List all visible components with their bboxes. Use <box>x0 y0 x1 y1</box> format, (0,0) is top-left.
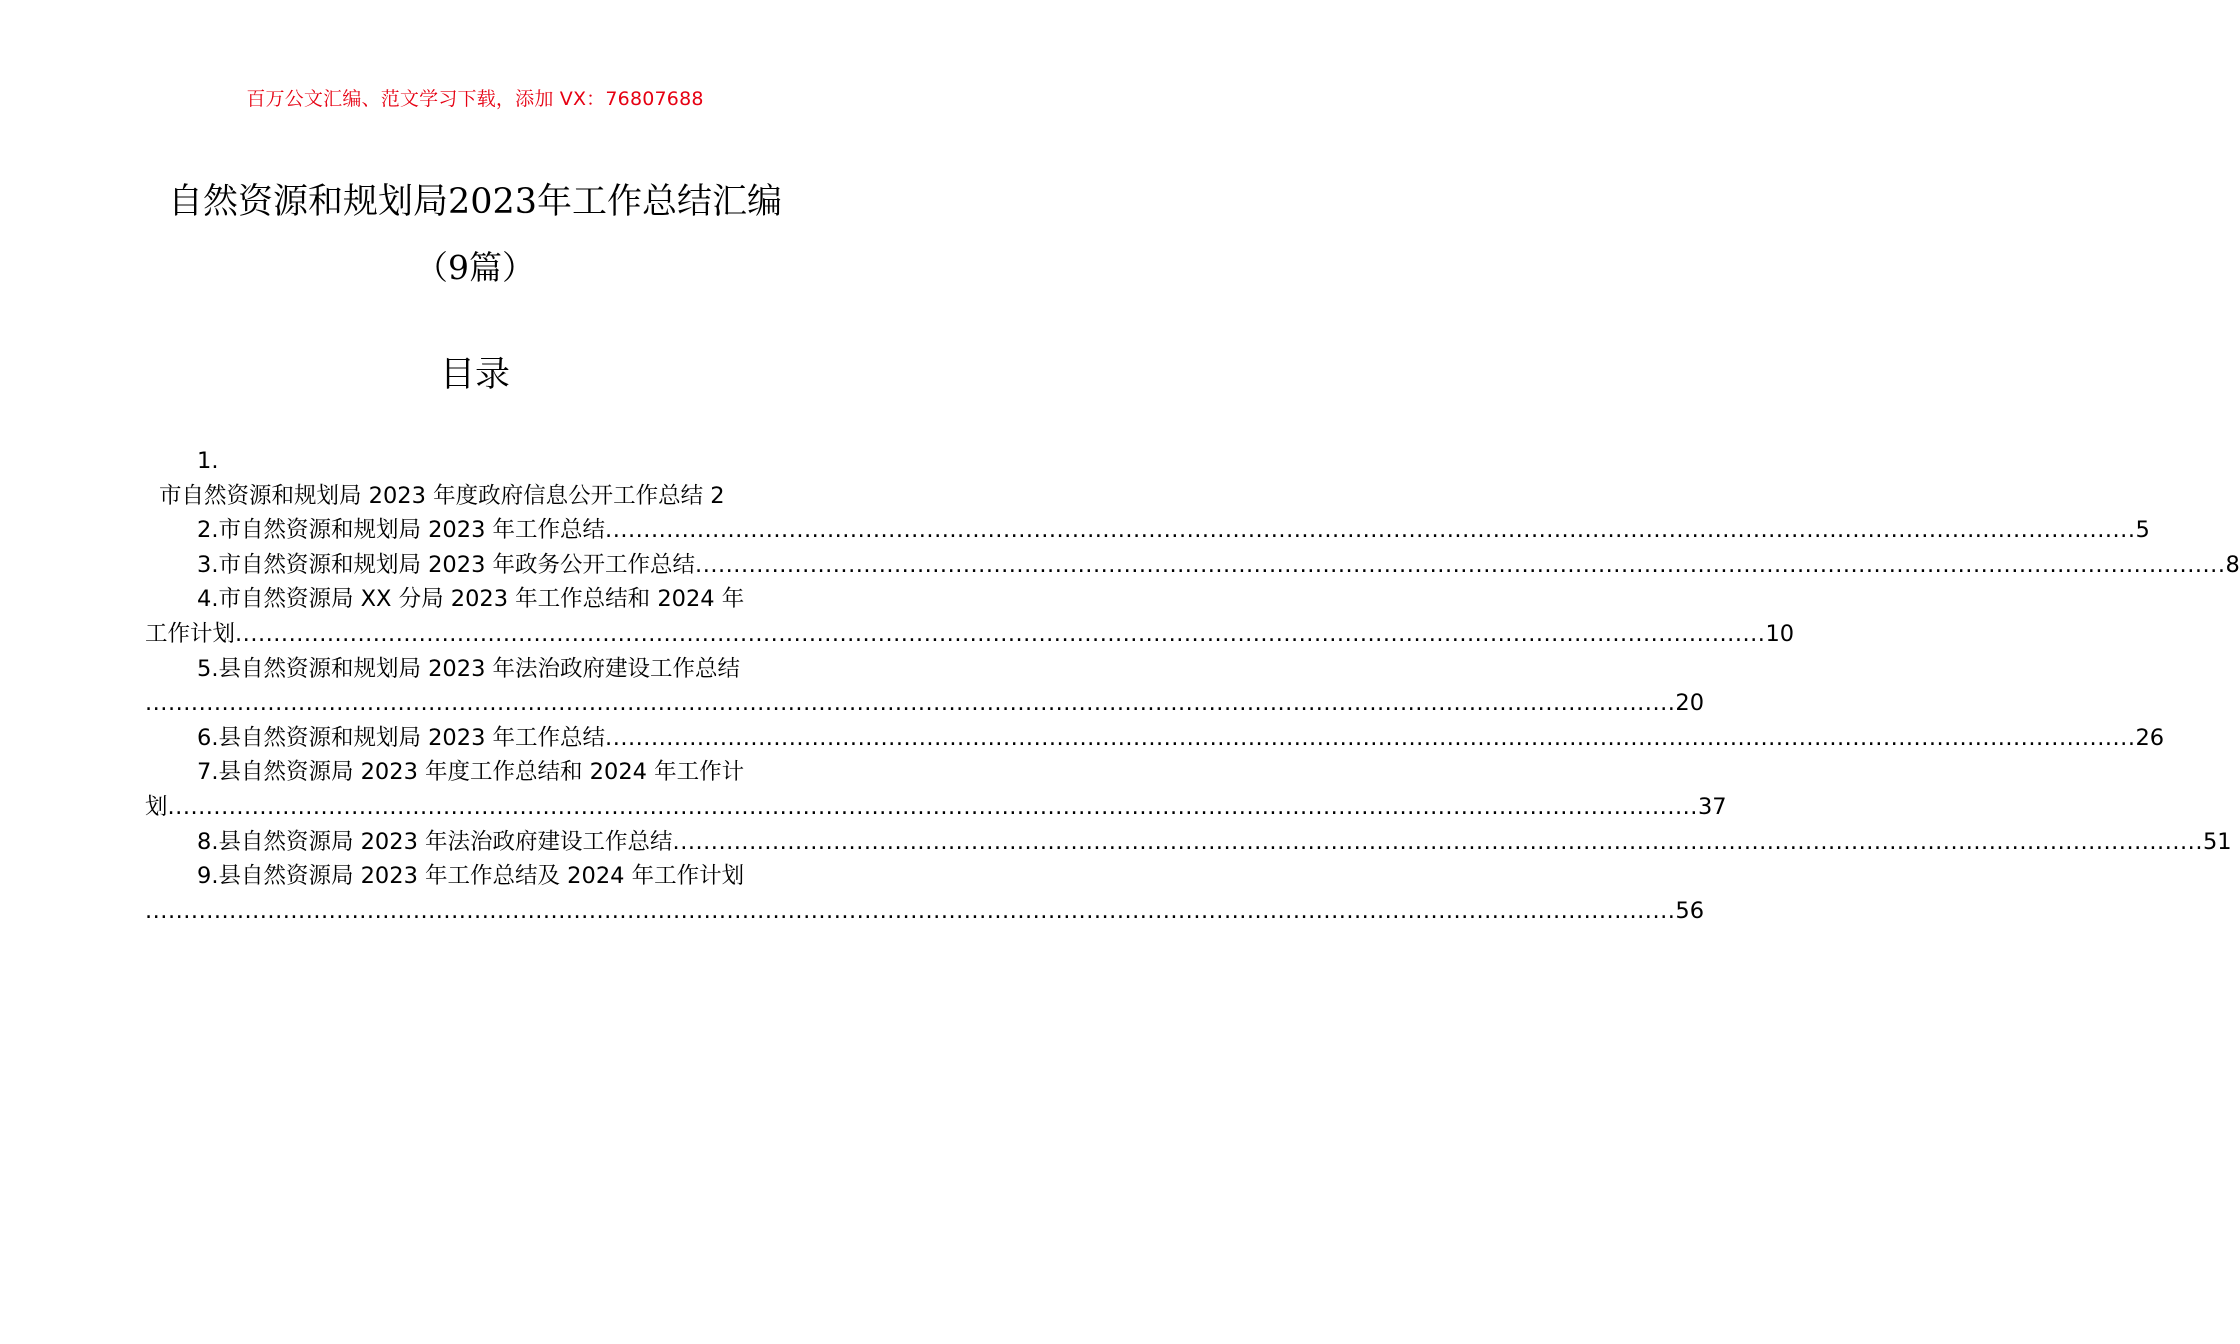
toc-entry-9-cont[interactable] <box>145 894 1705 929</box>
toc-heading: 目录 <box>439 355 510 395</box>
watermark-banner: 百万公文汇编、范文学习下载，添加 VX：76807688 <box>246 88 704 110</box>
toc-entry-4[interactable] <box>145 582 807 617</box>
toc-entry-2[interactable] <box>145 513 2150 548</box>
toc-entry-4-text: 4.市自然资源局 XX 分局 2023 年工作总结和 2024 年 <box>197 586 745 613</box>
toc-entry-7-text: 7.县自然资源局 2023 年度工作总结和 2024 年工作计 <box>197 759 745 786</box>
subtitle-open: （ <box>415 248 448 287</box>
toc-entry-8[interactable] <box>145 825 2232 860</box>
toc-entry-7-cont-text: 划 <box>145 793 168 820</box>
toc-entry-5-text: 5.县自然资源和规划局 2023 年法治政府建设工作总结 <box>197 655 741 682</box>
toc-leader-dots: ........................................................................................................................................................................................................ <box>235 620 1766 647</box>
document-title <box>0 180 950 224</box>
title-prefix: 自然资源和规划局 <box>167 182 448 222</box>
title-suffix: 年工作总结汇编 <box>537 182 783 222</box>
toc-entry-9-page: 56 <box>1675 897 1705 924</box>
toc-entry-1[interactable] <box>145 479 807 514</box>
subtitle-close: 篇） <box>469 248 535 287</box>
subtitle-count: 9 <box>448 248 469 287</box>
toc-entry-7-page: 37 <box>1697 793 1727 820</box>
toc-leader-dots: ........................................................................................................................................................................................................ <box>145 897 1676 924</box>
toc-entry-6-page: 26 <box>2135 724 2165 751</box>
toc-entry-8-text: 8.县自然资源局 2023 年法治政府建设工作总结 <box>197 828 673 855</box>
toc-entry-5-page: 20 <box>1675 690 1705 717</box>
toc-leader-dots: ........................................................................................................................................................................................................ <box>605 724 2136 751</box>
toc-entry-3-text: 3.市自然资源和规划局 2023 年政务公开工作总结 <box>197 551 696 578</box>
toc-entry-3[interactable] <box>145 548 2240 583</box>
toc-leader-dots: ........................................................................................................................................................................................................ <box>605 517 2136 544</box>
toc-entry-6[interactable] <box>145 721 2165 756</box>
toc-entry-1-text: 市自然资源和规划局 2023 年度政府信息公开工作总结 <box>159 482 704 509</box>
toc-entry-4-cont[interactable] <box>145 617 1795 652</box>
toc-entry-7-cont[interactable] <box>145 790 1727 825</box>
toc-entry-4-page: 10 <box>1765 620 1795 647</box>
table-of-contents <box>145 444 2240 928</box>
toc-leader-dots: ........................................................................................................................................................................................................ <box>145 690 1676 717</box>
toc-entry-6-text: 6.县自然资源和规划局 2023 年工作总结 <box>197 724 606 751</box>
title-year: 2023 <box>447 182 538 222</box>
toc-leader-dots: ........................................................................................................................................................................................................ <box>672 828 2203 855</box>
toc-entry-9-text: 9.县自然资源局 2023 年工作总结及 2024 年工作计划 <box>197 863 745 890</box>
toc-leader-dots: ........................................................................................................................................................................................................ <box>695 551 2226 578</box>
toc-entry-8-page: 51 <box>2202 828 2232 855</box>
toc-entry-1-page: 2 <box>710 482 725 509</box>
toc-entry-4-cont-text: 工作计划 <box>145 620 236 647</box>
toc-entry-5[interactable] <box>145 652 807 687</box>
toc-entry-1-number: 1. <box>197 448 219 474</box>
document-subtitle <box>0 246 950 290</box>
toc-entry-2-page: 5 <box>2135 517 2150 544</box>
toc-entry-2-text: 2.市自然资源和规划局 2023 年工作总结 <box>197 517 606 544</box>
toc-leader-dots: ........................................................................................................................................................................................................ <box>167 793 1698 820</box>
toc-entry-3-page: 8 <box>2225 551 2240 578</box>
toc-entry-7[interactable] <box>145 755 807 790</box>
toc-entry-5-cont[interactable] <box>145 686 1705 721</box>
toc-entry-9[interactable] <box>145 859 807 894</box>
